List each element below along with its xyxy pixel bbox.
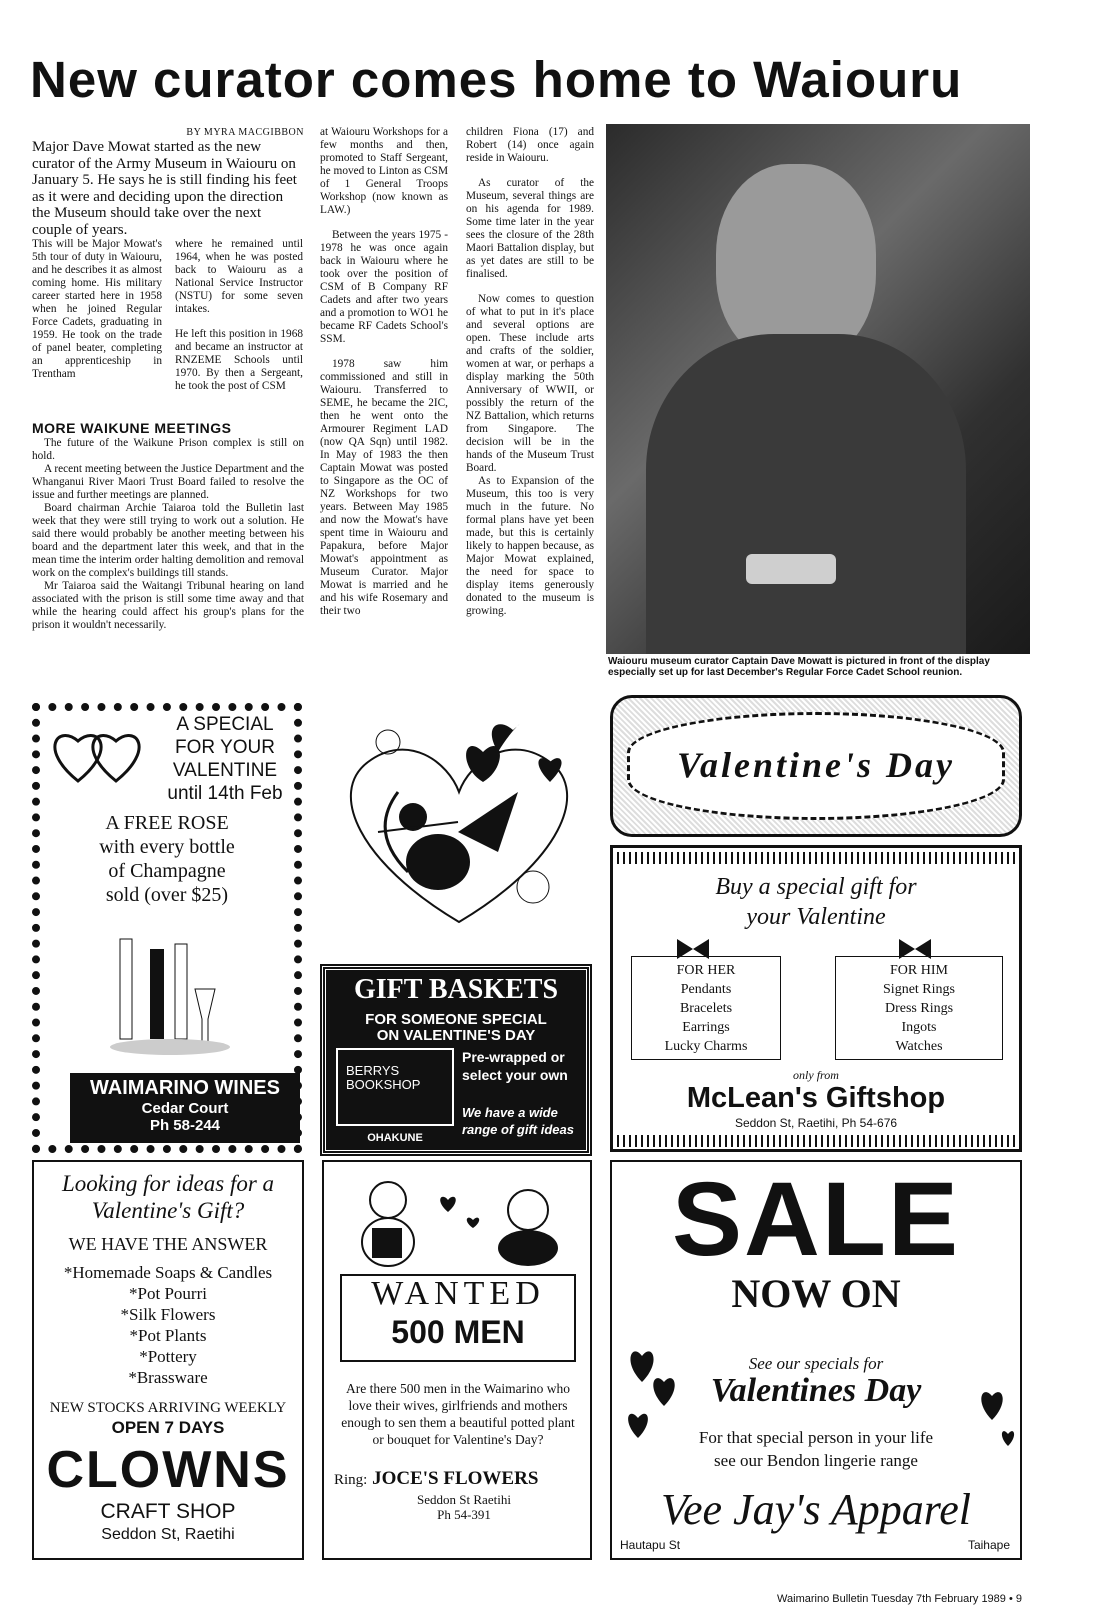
berrys-logo [336, 1048, 454, 1126]
clowns-open: OPEN 7 DAYS [111, 1418, 225, 1437]
clowns-item: *Homemade Soaps & Candles [63, 1263, 273, 1282]
curator-photo [606, 124, 1030, 654]
paragraph: Now comes to question of what to put in it's place and several options are open. These include arts and crafts of the soldier, women at war, or perhaps a display marking the 50th Anniversary of WWII, or possibly the return of the NZ Battalion, which returns from Singapore. The decision will be in the hands of the Museum Trust Board. [466, 293, 594, 474]
wanted-500-men: 500 MEN [391, 1314, 525, 1350]
wines-body-1: A FREE ROSE [105, 812, 229, 834]
him-item: Signet Rings [883, 982, 955, 997]
berrys-sub-2: ON VALENTINE'S DAY [376, 1027, 536, 1044]
wines-line-1: A SPECIAL [176, 714, 274, 735]
article-column-3 [466, 126, 594, 630]
paragraph: Board chairman Archie Taiaroa told the Bulletin last week that they were still trying to work out a solution. He said there would probably be another meeting between his board and the department later this week, and that in the mean time the interim order halting demolition and removal work on the complex's buildings till stands. [32, 502, 304, 579]
joces-phone: Ph 54-391 [437, 1507, 491, 1522]
veejays-line-1: For that special person in your life [698, 1428, 934, 1447]
him-item: Dress Rings [884, 1001, 954, 1016]
paragraph: He left this position in 1968 and became an instructor at RNZEME Schools until 1970. By then a Sergeant, he took the post of CSM [175, 328, 303, 392]
wines-body-4: sold (over $25) [105, 884, 229, 906]
paragraph: 1978 saw him commissioned and still in Waiouru. Transferred to SEME, he became the 2IC, then he went onto the Armourer Regiment LAD (now QA Sqn) until 1982. In May of 1983 the then Captain Mowat was posted to Singapore as the OC of NZ Workshops for two years. Between May 1985 and now the Mowat's have spent time in Waiouru and Papakura, before Major Mowat's appointment as Museum Curator. Major Mowat is married and he and his wife Rosemary and their two [320, 358, 448, 617]
paragraph: A recent meeting between the Justice Department and the Whanganui River Maori Trust Board failed to resolve the issue and further meetings are planned. [32, 463, 304, 501]
waikune-headline: MORE WAIKUNE MEETINGS [32, 420, 232, 436]
wines-body-3: of Champagne [108, 860, 226, 882]
berrys-r3: We have a wide [462, 1105, 558, 1120]
for-him-box [835, 956, 1003, 1060]
paragraph: Mr Taiaroa said the Waitangi Tribunal hearing on land associated with the prison is still some time away and that while the hearing could affect his group's plans for the prison it wouldn't necessarily. [32, 580, 304, 631]
berrys-r4: range of gift ideas [462, 1122, 574, 1137]
cupid-illustration [328, 712, 590, 937]
paragraph: Between the years 1975 - 1978 he was once again back in Waiouru where he took over the position of CSM of B Company RF Cadets and after two years and a promotion to WO1 he became RF Cadets School's SSM. [320, 229, 448, 345]
clowns-sub: CRAFT SHOP [100, 1500, 236, 1523]
wines-name: WAIMARINO WINES [90, 1077, 280, 1099]
photo-caption: Waiouru museum curator Captain Dave Mowatt is pictured in front of the display especially set up for last December's Regular Force Cadet School reunion. [608, 656, 990, 678]
clowns-line-1: Looking for ideas for a [61, 1171, 275, 1196]
sale-title: SALE [671, 1161, 961, 1278]
him-item: Ingots [901, 1020, 937, 1035]
paragraph: As to Expansion of the Museum, this too is very much in the future. No formal plans have yet been made, but this is certainly likely to happen because, as Major Mowat explained, the need for space to display items generously donated to the museum is growing. [466, 475, 594, 617]
joces-name: JOCE'S FLOWERS [372, 1468, 539, 1489]
clowns-new-stock: NEW STOCKS ARRIVING WEEKLY [49, 1400, 287, 1416]
gift-baskets-title: GIFT BASKETS [353, 974, 559, 1005]
clowns-line-3: WE HAVE THE ANSWER [68, 1234, 268, 1254]
article-column-1a: This will be Major Mowat's 5th tour of duty in Waiouru, and he describes it as almost coming home. His military career started here in 1958 when he joined Regular Force Cadets, graduating in 1959. He took on the trade of panel beater, completing an apprenticeship in Trentham [32, 238, 162, 380]
for-her-label: FOR HER [676, 963, 736, 978]
joces-body: Are there 500 men in the Waimarino who love their wives, girlfriends and mothers enough to sen them a beautiful potted plant or bouquet for Valentine's Day? [341, 1381, 575, 1447]
mcleans-address: Seddon St, Raetihi, Ph 54-676 [734, 1116, 898, 1130]
article-column-1b [175, 238, 303, 405]
clowns-line-2: Valentine's Gift? [91, 1198, 245, 1223]
wines-body-2: with every bottle [99, 836, 235, 858]
article-column-1 [32, 126, 304, 238]
valentines-day-banner [610, 695, 1022, 837]
wanted-box [340, 1274, 576, 1362]
veejays-name: Vee Jay's Apparel [661, 1485, 971, 1534]
paragraph: at Waiouru Workshops for a few months and then, promoted to Staff Sergeant, he moved to Linton as CSM of 1 General Troops Workshop (now known as LAW.) [320, 126, 448, 216]
mice-illustration [338, 1170, 578, 1270]
clowns-item: *Brassware [128, 1368, 208, 1387]
wines-phone: Ph 58-244 [149, 1117, 221, 1134]
see-specials: See our specials for [748, 1354, 884, 1373]
clowns-address: Seddon St, Raetihi [101, 1526, 235, 1543]
wines-address: Cedar Court [141, 1100, 229, 1117]
for-her-box [631, 956, 781, 1060]
waikune-article [32, 418, 304, 632]
mcleans-title-2: your Valentine [746, 904, 886, 930]
veejays-line-2: see our Bendon lingerie range [714, 1451, 918, 1470]
paragraph: children Fiona (17) and Robert (14) once again reside in Waiouru. [466, 126, 594, 164]
mcleans-name: McLean's Giftshop [686, 1082, 946, 1114]
her-item: Pendants [680, 982, 732, 997]
joces-flowers-ad [322, 1160, 592, 1560]
champagne-bottles-icon [100, 929, 240, 1059]
her-item: Bracelets [679, 1001, 733, 1016]
clowns-name: CLOWNS [46, 1441, 290, 1499]
berrys-bookshop-ad [322, 966, 590, 1154]
valentines-day-text: Valentines Day [710, 1372, 922, 1409]
now-on: NOW ON [731, 1271, 901, 1316]
clowns-item: *Pot Plants [129, 1326, 207, 1345]
page-footer: Waimarino Bulletin Tuesday 7th February 1989 • 9 [777, 1593, 1022, 1605]
article-column-2 [320, 126, 448, 630]
clowns-item: *Silk Flowers [120, 1305, 216, 1324]
berrys-r1: Pre-wrapped or [462, 1049, 565, 1065]
for-him-label: FOR HIM [890, 963, 948, 978]
berrys-town: OHAKUNE [367, 1132, 423, 1144]
vee-jays-apparel-ad [610, 1160, 1022, 1560]
wines-line-3: VALENTINE [172, 760, 278, 781]
mcleans-title-1: Buy a special gift for [715, 874, 917, 900]
waimarino-wines-ad [32, 703, 302, 1153]
clowns-craft-shop-ad [32, 1160, 304, 1560]
paragraph: The future of the Waikune Prison complex is still on hold. [32, 437, 304, 462]
article-intro: Major Dave Mowat started as the new curator of the Army Museum in Waiouru on January 5. He says he is still finding his feet as it were and deciding upon the direction the Museum should take over the next couple of years. [32, 139, 297, 238]
berrys-sub-1: FOR SOMEONE SPECIAL [365, 1011, 547, 1028]
berrys-r2: select your own [462, 1067, 568, 1083]
berrys-logo-2: BOOKSHOP [346, 1077, 421, 1092]
wanted-title: WANTED [371, 1275, 545, 1312]
wines-line-4: until 14th Feb [167, 783, 283, 804]
hearts-icon [48, 719, 158, 789]
valentines-day-title: Valentine's Day [676, 745, 955, 785]
paragraph: where he remained until 1964, when he was posted back to Waiouru as a National Service Instructor (NSTU) for some seven intakes. [175, 238, 303, 315]
bow-icon [673, 936, 713, 962]
clowns-item: *Pot Pourri [129, 1284, 207, 1303]
berrys-logo-1: BERRYS [346, 1063, 400, 1078]
joces-address: Seddon St Raetihi [417, 1492, 511, 1507]
byline: BY MYRA MACGIBBON [186, 127, 304, 138]
only-from: only from [793, 1068, 839, 1082]
her-item: Lucky Charms [664, 1039, 748, 1054]
wines-line-2: FOR YOUR [175, 737, 275, 758]
him-item: Watches [895, 1039, 943, 1054]
joces-ring: Ring: [334, 1472, 368, 1488]
clowns-item: *Pottery [139, 1347, 197, 1366]
veejays-street: Hautapu St [620, 1538, 681, 1552]
paragraph: As curator of the Museum, several things are on his agenda for 1989. Some time later in the year sees the closure of the 28th Maori Battalion display, but as yet dates are still to be finalised. [466, 177, 594, 280]
headline: New curator comes home to Waiouru [30, 51, 963, 108]
mcleans-giftshop-ad [610, 845, 1022, 1152]
bow-icon [895, 936, 935, 962]
her-item: Earrings [682, 1020, 730, 1035]
veejays-town: Taihape [967, 1538, 1010, 1552]
